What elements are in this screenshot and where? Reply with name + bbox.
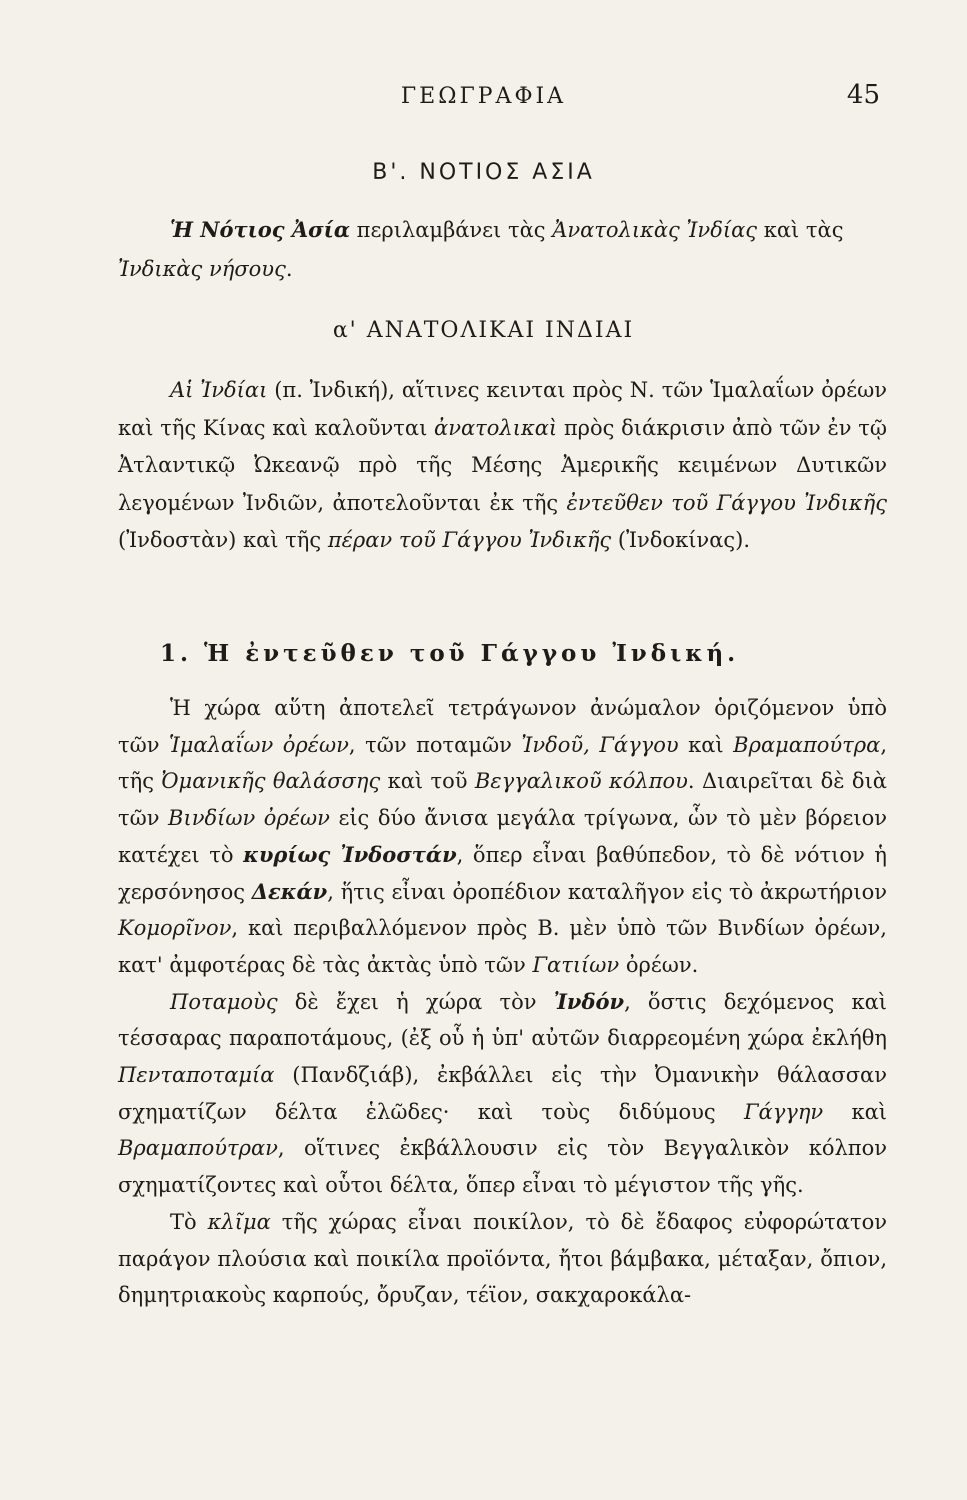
running-title: ΓΕΩΓΡΑΦΙΑ [400,84,567,109]
p3-term-2: Πενταποταμία [118,1063,275,1088]
p3-term-3: Γάγγην [743,1099,824,1124]
p3-text-4: καὶ [823,1099,888,1124]
p2-text-3: καὶ [678,732,734,757]
p2-text-6: . Διαιρεῖται δὲ διὰ τῶν [118,769,887,831]
p2-text-9: , ἥτις εἶναι ὀροπέδιον καταλῆγον εἰς τὸ ἀκρωτήριον [327,879,887,904]
intro-text-3: . [285,257,293,281]
p2-term-4: Ὀμανικῆς θαλάσσης [161,769,381,794]
p1-text-2: πρὸς διάκρισιν ἀπὸ τῶν ἐν τῷ Ἀτλαντικῷ Ὠκεανῷ πρὸ τῆς Μέσης Ἀμερικῆς κειμένων Δυτικῶν λεγομένων Ἰνδιῶν, ἀποτελοῦνται ἐκ τῆς [118,415,887,515]
intro-subject: Ἡ Νότιος Ἀσία [170,217,350,242]
p1-text-1: (π. Ἰνδική), αἵτινες κεινται πρὸς Ν. τῶν Ἱμαλαΐων ὀρέων καὶ τῆς Κίνας καὶ καλοῦνται [118,378,888,440]
p2-text-5: καὶ τοῦ [380,769,475,794]
paragraph-borders [118,690,887,984]
p4-term-1: κλῖμα [207,1209,271,1234]
intro-text-1: περιλαμβάνει τὰς [350,218,553,242]
p1-term-2: ἐντεῦθεν τοῦ Γάγγου Ἰνδικῆς [566,490,887,515]
section-title: Β'. ΝΟΤΙΟΣ ΑΣΙΑ [372,160,595,185]
intro-term-2: Ἰνδικὰς νήσους [118,257,286,281]
p4-text-1: Τὸ [170,1209,208,1234]
p2-text-11: ὀρέων. [619,952,699,977]
p2-text-4: , τῆς [118,732,888,794]
p2-term-5: Βεγγαλικοῦ κόλπου [474,769,688,794]
p4-text-2: τῆς χώρας εἶναι ποικίλον, τὸ δὲ ἔδαφος εὐφορώτατον παράγον πλούσια καὶ ποικίλα προϊόντα, ἤτοι βάμβακα, μέταξαν, ὄπιον, δημητριακοὺς καρπούς, ὄρυζαν, τέϊον, σακχαροκάλα- [118,1209,888,1308]
paragraph-rivers [118,984,887,1204]
p2-text-10: , καὶ περιβαλλόμενον πρὸς Β. μὲν ὑπὸ τῶν Βινδίων ὀρέων, κατ' ἀμφοτέρας δὲ τὰς ἀκτὰς ὑπὸ τῶν [118,916,887,977]
p1-term-0: Αἱ Ἰνδίαι [170,378,268,402]
heading-hither-ganges: 1. Ἡ ἐντεῦθεν τοῦ Γάγγου Ἰνδική. [160,640,740,667]
p1-term-3: πέραν τοῦ Γάγγου Ἰνδικῆς [327,528,612,552]
p2-term-7: Κομορῖνον [118,916,232,941]
intro-term-1: Ἀνατολικὰς Ἰνδίας [552,218,758,242]
subsection-title: α' ΑΝΑΤΟΛΙΚΑΙ ΙΝΔΙΑΙ [332,318,635,343]
p1-text-4: (Ἰνδοκίνας). [611,528,750,552]
intro-paragraph [118,210,887,289]
p1-term-1: ἀνατολικαὶ [434,415,558,440]
p2-term-1: Ἱμαλαΐων ὀρέων [169,732,349,757]
p2-term-2: Ἰνδοῦ, Γάγγου [521,732,679,757]
paragraph-indies [118,372,887,560]
paragraph-climate [118,1204,887,1314]
p2-text-7: εἰς δύο ἄνισα μεγάλα τρίγωνα, ὧν τὸ μὲν βόρειον κατέχει τὸ [118,806,887,867]
p3-term-1: Ποταμοὺς [170,989,278,1014]
p2-bold-1: κυρίως Ἰνδοστάν [243,841,457,867]
p2-text-1: Ἡ χώρα αὕτη ἀποτελεῖ τετράγωνον ἀνώμαλον ὁριζόμενον ὑπὸ τῶν [118,696,887,757]
p2-term-8: Γατιίων [532,952,620,977]
p2-text-2: , τῶν ποταμῶν [348,732,522,757]
p3-text-2: , ὅστις δεχόμενος καὶ τέσσαρας παραποτάμους, (ἐξ οὗ ἡ ὑπ' αὐτῶν διαρρεομένη χώρα ἐκλήθη [118,989,888,1051]
p2-term-6: Βινδίων ὀρέων [168,806,330,831]
p2-bold-2: Δεκάν [251,878,328,904]
p3-bold-1: Ἰνδόν [553,988,625,1014]
p3-text-5: , οἵτινες ἐκβάλλουσιν εἰς τὸν Βεγγαλικὸν κόλπον σχηματίζοντες καὶ οὗτοι δέλτα, ὅπερ εἶναι τὸ μέγιστον τῆς γῆς. [118,1136,887,1198]
body-block [118,690,887,1314]
intro-text-2: καὶ τὰς [757,218,844,242]
p3-term-4: Βραμαπούτραν [118,1136,278,1161]
page-number: 45 [846,80,880,110]
p1-text-3: (Ἰνδοστὰν) καὶ τῆς [118,528,328,552]
p3-text-3: (Πανδζιάβ), ἐκβάλλει εἰς τὴν Ὀμανικὴν θάλασσαν σχηματίζων δέλτα ἑλῶδες· καὶ τοὺς διδύμους [118,1063,887,1124]
p2-term-3: Βραμαπούτρα [733,732,881,757]
p2-text-8: , ὅπερ εἶναι βαθύπεδον, τὸ δὲ νότιον ἡ χερσόνησος [118,842,887,904]
p3-text-1: δὲ ἔχει ἡ χώρα τὸν [277,989,554,1014]
